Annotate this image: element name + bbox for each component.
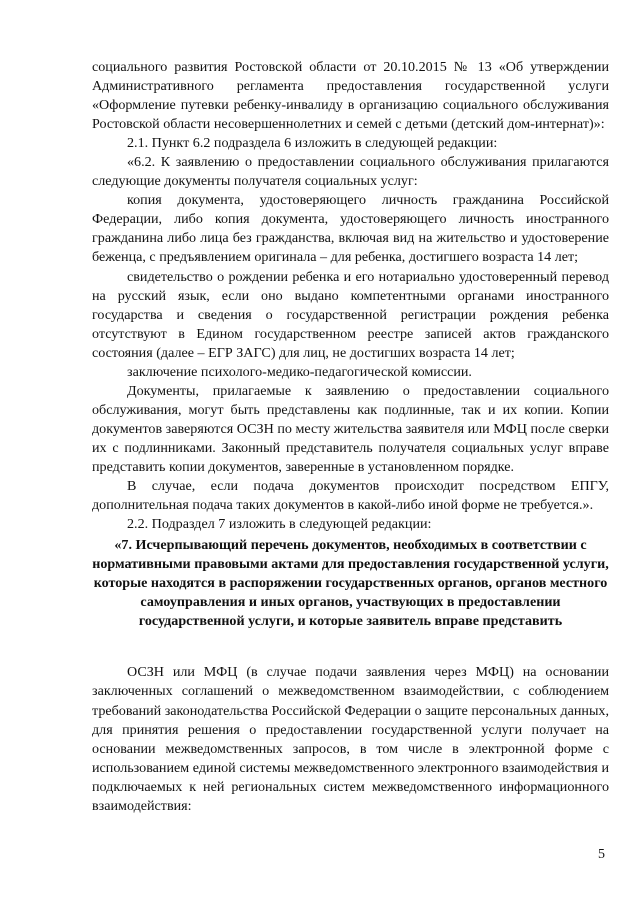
paragraph-document-copies: Документы, прилагаемые к заявлению о предоставлении социального обслуживания, могут быть представлены как подлинные, так и их копии. Копии документов заверяются ОСЗН по месту жительства заявителя или МФЦ после сверки их с подлинниками. Законный представитель получателя социальных услуг вправе представить копии документов, заверенные в установленном порядке. <box>92 382 609 475</box>
paragraph-identity-document: копия документа, удостоверяющего личность гражданина Российской Федерации, либо копия документа, удостоверяющего личность иностранного гражданина либо лица без гражданства, включая вид на жительство и удостоверение беженца, с предъявлением оригинала – для ребенка, достигшего возраста 14 лет; <box>92 192 609 266</box>
spacer <box>92 631 609 663</box>
paragraph-epgu: В случае, если подача документов происходит посредством ЕПГУ, дополнительная подача таких документов в какой-либо иной форме не требуется.». <box>92 478 609 514</box>
paragraph-item-2-2: 2.2. Подраздел 7 изложить в следующей редакции: <box>127 516 432 533</box>
paragraph-interagency-requests: ОСЗН или МФЦ (в случае подачи заявления через МФЦ) на основании заключенных соглашений о межведомственном взаимодействии, с соблюдением требований законодательства Российской Федерации о защите персональных данных, для принятия решения о предоставлении государственной услуги получает на основании межведомственных запросов, в том числе в электронной форме с использованием единой системы межведомственного электронного взаимодействия и подключаемых к ней региональных систем межведомственного информационного взаимодействия: <box>92 664 609 814</box>
paragraph-clause-6-2: «6.2. К заявлению о предоставлении социального обслуживания прилагаются следующие документы получателя социальных услуг: <box>92 154 609 190</box>
paragraph-commission-conclusion: заключение психолого-медико-педагогической комиссии. <box>127 363 472 380</box>
paragraph-item-2-1: 2.1. Пункт 6.2 подраздела 6 изложить в следующей редакции: <box>127 135 498 152</box>
section-7-heading: «7. Исчерпывающий перечень документов, необходимых в соответствии с нормативными правовыми актами для предоставления государственной услуги, которые находятся в распоряжении государственных органов, органов местного самоуправления и иных органов, участвующих в предоставлении государственной услуги, и которые заявитель вправе представить <box>92 537 609 630</box>
document-page <box>92 58 609 816</box>
paragraph-birth-certificate: свидетельство о рождении ребенка и его нотариально удостоверенный перевод на русский язык, если оно выдано компетентными органами иностранного государства и сведения о государственной регистрации рождения ребенка отсутствуют в Едином государственном реестре записей актов гражданского состояния (далее – ЕГР ЗАГС) для лиц, не достигших возраста 14 лет; <box>92 268 609 361</box>
page-number: 5 <box>598 847 605 862</box>
paragraph-order-reference: социального развития Ростовской области от 20.10.2015 № 13 «Об утверждении Административного регламента предоставления государственной услуги «Оформление путевки ребенку-инвалиду в организацию социального обслуживания Ростовской области несовершеннолетних и семей с детьми (детский дом-интернат)»: <box>92 59 609 133</box>
